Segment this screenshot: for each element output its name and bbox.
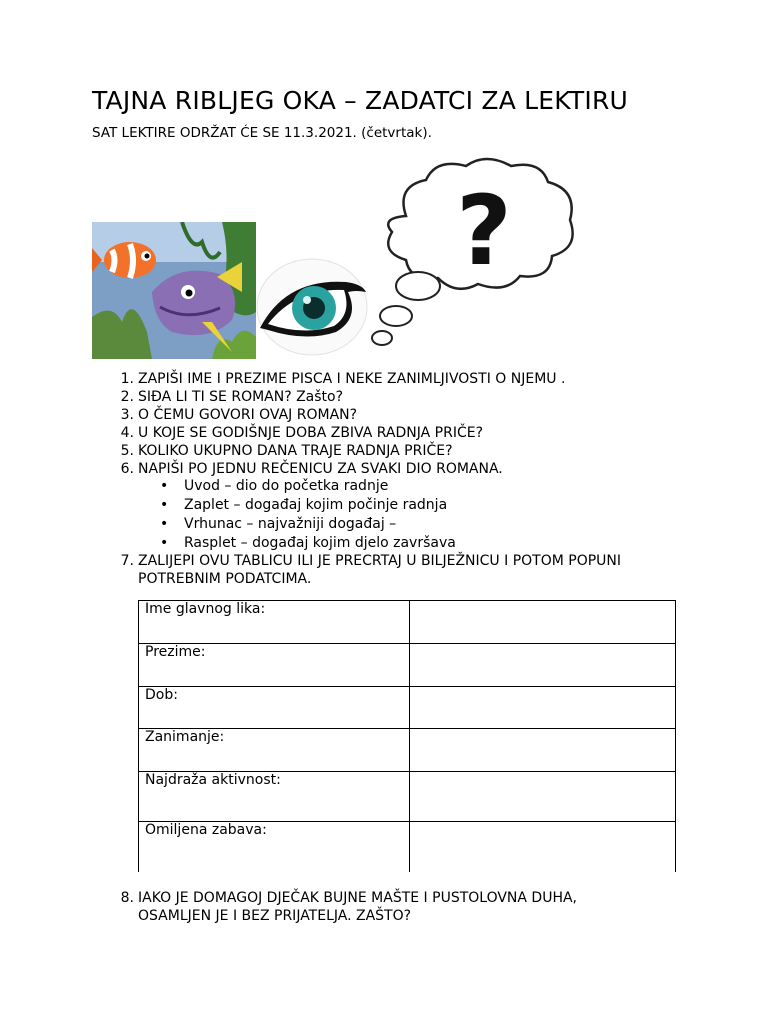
table-row bbox=[139, 644, 676, 687]
table-row bbox=[139, 601, 676, 644]
table-value-cell bbox=[410, 772, 676, 822]
bullet-item: • Uvod – dio do početka radnje bbox=[160, 478, 389, 494]
table-label-cell: Dob: bbox=[139, 687, 410, 729]
question-2: 2. SIĐA LI TI SE ROMAN? Zašto? bbox=[120, 389, 344, 405]
question-5: 5. KOLIKO UKUPNO DANA TRAJE RADNJA PRIČE? bbox=[120, 443, 453, 459]
question-3: 3. O ČEMU GOVORI OVAJ ROMAN? bbox=[120, 407, 358, 423]
table-row bbox=[139, 687, 676, 729]
table-label-cell: Najdraža aktivnost: bbox=[139, 772, 410, 822]
bullet-item: • Rasplet – događaj kojim djelo završava bbox=[160, 535, 456, 551]
table-label-cell: Omiljena zabava: bbox=[139, 822, 410, 872]
table-label-cell: Ime glavnog lika: bbox=[139, 601, 410, 644]
table-label-cell: Zanimanje: bbox=[139, 729, 410, 772]
question-mark-icon: ? bbox=[456, 175, 512, 287]
question-1: 1. ZAPIŠI IME I PREZIME PISCA I NEKE ZANIMLJIVOSTI O NJEMU . bbox=[120, 371, 566, 387]
bullet-item: • Vrhunac – najvažniji događaj – bbox=[160, 516, 397, 532]
bullet-item: • Zaplet – događaj kojim počinje radnja bbox=[160, 497, 448, 513]
table-value-cell bbox=[410, 687, 676, 729]
question-7-line-2: POTREBNIM PODATCIMA. bbox=[138, 571, 312, 587]
thought-cloud-question-image bbox=[366, 156, 582, 348]
page-title: TAJNA RIBLJEG OKA – ZADATCI ZA LEKTIRU bbox=[92, 86, 629, 115]
eye-image bbox=[256, 258, 368, 356]
table-row bbox=[139, 729, 676, 772]
page-subtitle: SAT LEKTIRE ODRŽAT ĆE SE 11.3.2021. (četvrtak). bbox=[92, 125, 432, 141]
table-row bbox=[139, 772, 676, 822]
question-4: 4. U KOJE SE GODIŠNJE DOBA ZBIVA RADNJA PRIČE? bbox=[120, 425, 484, 441]
question-8-line-2: OSAMLJEN JE I BEZ PRIJATELJA. ZAŠTO? bbox=[138, 908, 412, 924]
table-value-cell bbox=[410, 822, 676, 872]
table-row bbox=[139, 822, 676, 872]
table-value-cell bbox=[410, 644, 676, 687]
table-value-cell bbox=[410, 729, 676, 772]
question-6: 6. NAPIŠI PO JEDNU REČENICU ZA SVAKI DIO ROMANA. bbox=[120, 461, 503, 477]
character-info-table bbox=[138, 600, 676, 872]
question-8: 8. IAKO JE DOMAGOJ DJEČAK BUJNE MAŠTE I PUSTOLOVNA DUHA, bbox=[120, 890, 578, 906]
table-value-cell bbox=[410, 601, 676, 644]
book-cover-fish-image bbox=[92, 222, 256, 359]
table-label-cell: Prezime: bbox=[139, 644, 410, 687]
question-7: 7. ZALIJEPI OVU TABLICU ILI JE PRECRTAJ U BILJEŽNICU I POTOM POPUNI bbox=[120, 553, 622, 569]
